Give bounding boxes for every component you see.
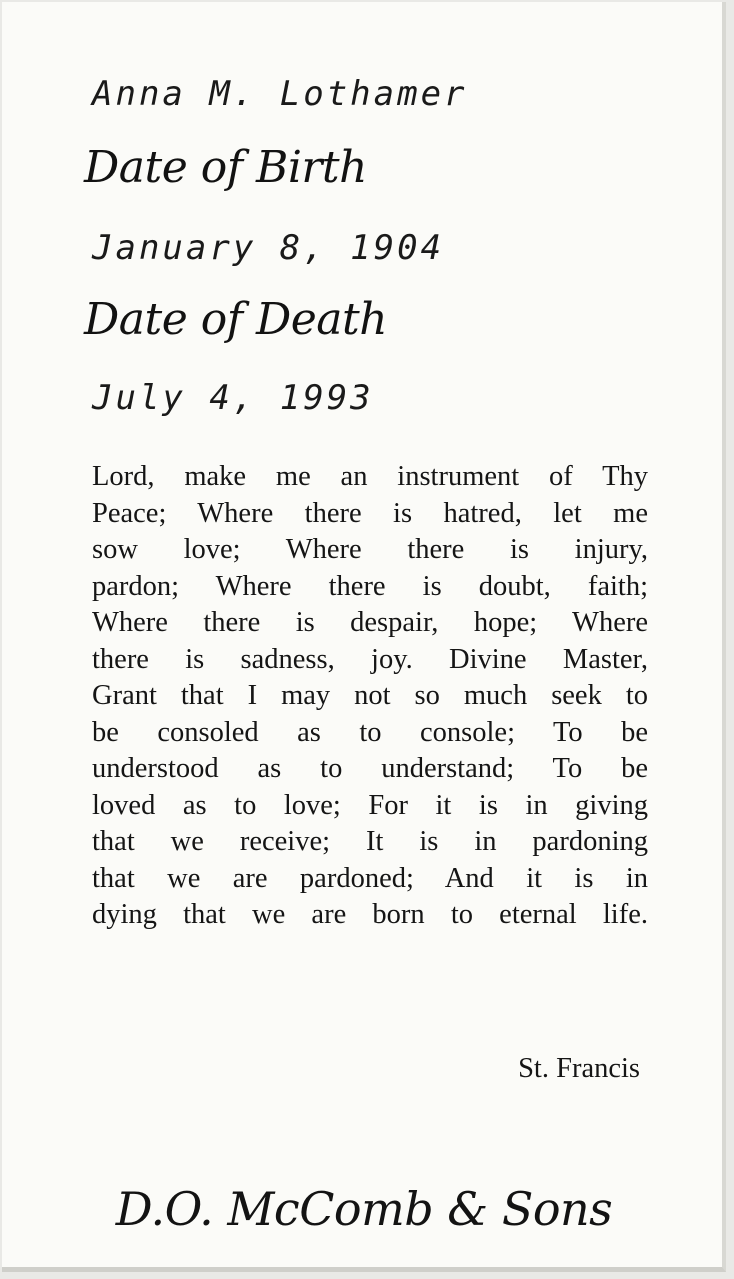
prayer-line: be consoled as to console; To be (92, 716, 648, 748)
prayer-line: sow love; Where there is injury, (92, 534, 648, 565)
prayer-line: dying that we are born to eternal life. (92, 899, 648, 930)
prayer-line: loved as to love; For it is in giving (92, 789, 648, 821)
prayer-line: that we receive; It is in pardoning (92, 826, 648, 857)
prayer-line: that we are pardoned; And it is in (92, 862, 648, 894)
memorial-card (2, 2, 726, 1272)
prayer-text (92, 459, 648, 934)
prayer-attribution: St. Francis (518, 1053, 640, 1084)
prayer-line: Peace; Where there is hatred, let me (92, 497, 648, 529)
birth-date-label: Date of Birth (84, 142, 367, 193)
prayer-line: pardon; Where there is doubt, faith; (92, 570, 648, 602)
funeral-home-name: D.O. McComb & Sons (115, 1182, 613, 1236)
prayer-line: there is sadness, joy. Divine Master, (92, 643, 648, 675)
prayer-line: Lord, make me an instrument of Thy (92, 461, 648, 492)
death-date-value: July 4, 1993 (92, 378, 374, 418)
deceased-name: Anna M. Lothamer (92, 74, 468, 114)
prayer-line: Where there is despair, hope; Where (92, 607, 648, 638)
death-date-label: Date of Death (84, 294, 388, 345)
prayer-line: understood as to understand; To be (92, 753, 648, 784)
prayer-line: Grant that I may not so much seek to (92, 680, 648, 711)
birth-date-value: January 8, 1904 (92, 228, 445, 268)
